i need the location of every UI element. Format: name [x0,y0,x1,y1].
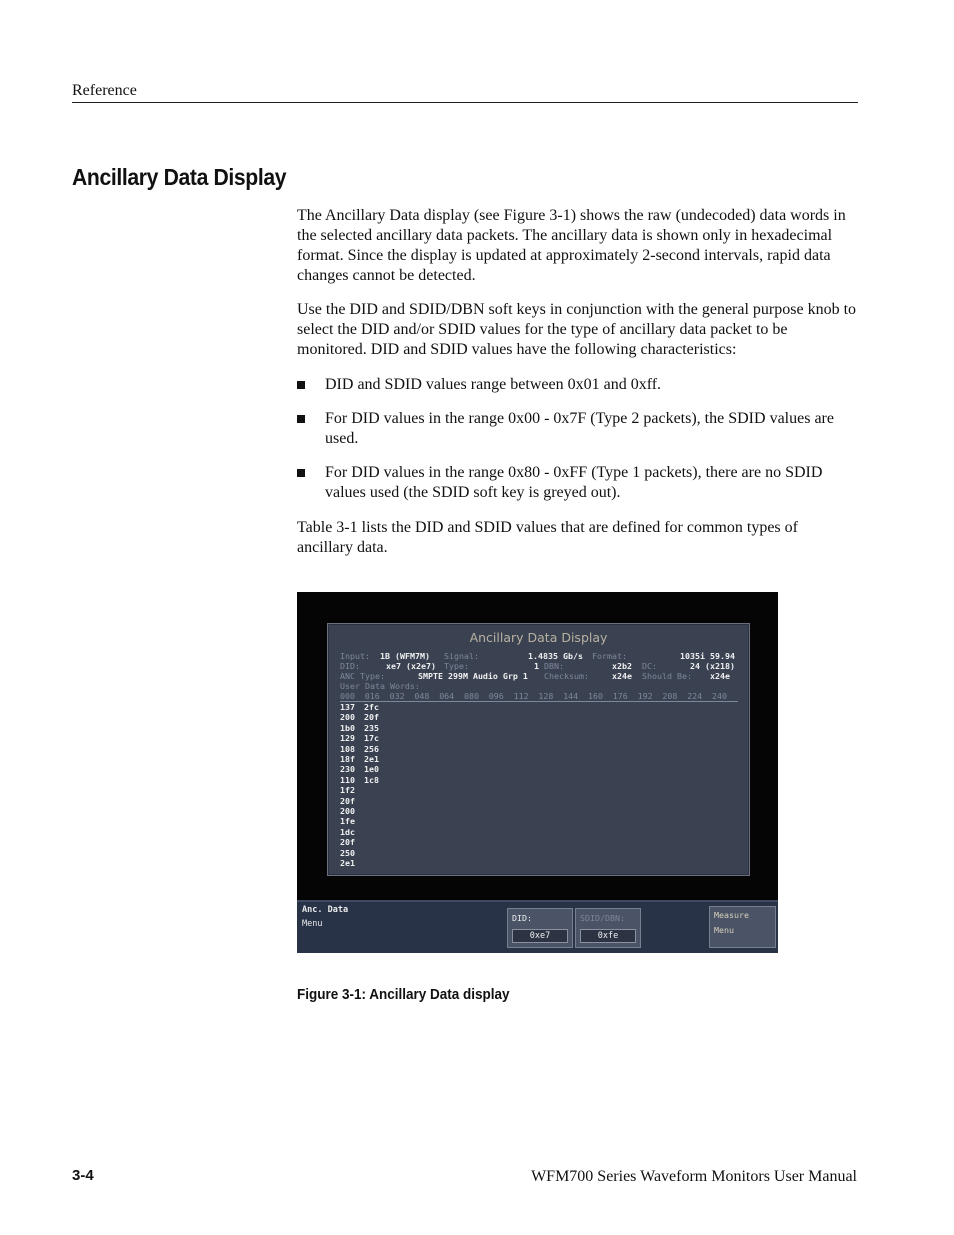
sdid-dbn-soft-key[interactable] [575,908,641,948]
data-word: 1c8 [364,774,379,785]
menu-label: Menu [302,919,323,929]
bullet-item [297,409,857,449]
did-soft-key[interactable] [507,908,573,948]
ruler-tick-label: 080 [464,691,479,701]
ruler-underline [340,701,738,702]
should-be-value: x24e [710,671,730,681]
data-word: 1fe [340,816,355,827]
soft-key-bar [297,900,778,953]
signal-label: Signal: [444,651,479,661]
ruler-tick-label: 224 [687,691,703,701]
checksum-value: x24e [612,671,632,681]
data-word: 1dc [340,826,355,837]
bullet-text: DID and SDID values range between 0x01 and 0xff. [325,376,662,393]
ruler-tick-label: 096 [488,691,504,701]
ruler-tick-label: 240 [712,691,727,701]
dc-value: 24 (x218) [690,661,735,671]
dbn-label: DBN: [544,661,564,671]
manual-title: WFM700 Series Waveform Monitors User Manual [531,1168,857,1185]
measure-menu-key-label: Menu [714,925,734,935]
paragraph-3-text: Table 3-1 lists the DID and SDID values that are defined for common types of ancillary data. [297,519,798,556]
data-word: 17c [364,733,379,744]
screen-title: Ancillary Data Display [469,630,608,645]
format-label: Format: [592,651,627,661]
input-value: 1B (WFM7M) [380,651,430,661]
measure-key-label: Measure [714,910,749,920]
measure-menu-soft-key[interactable] [709,906,776,948]
anc-type-value: SMPTE 299M Audio Grp 1 [418,671,528,681]
ruler-tick-label: 176 [612,691,628,701]
data-word: 250 [340,847,355,858]
bullet-square-icon [297,381,305,389]
ruler-tick-label: 192 [637,691,653,701]
ruler-tick-label: 064 [439,691,455,701]
paragraph-3 [297,518,857,558]
data-word-column-1 [340,702,355,869]
ruler-tick-label: 128 [538,691,554,701]
type-label: Type: [444,661,469,671]
signal-value: 1.4835 Gb/s [528,651,583,661]
data-word: 200 [340,712,355,723]
anc-data-menu-label: Anc. Data [302,905,349,915]
did-value: xe7 (x2e7) [386,661,436,671]
dc-label: DC: [642,661,657,671]
data-word: 18f [340,754,355,765]
should-be-label: Should Be: [642,671,692,681]
user-data-words-label: User Data Words: [340,681,420,691]
ruler-tick-label: 000 [340,691,355,701]
data-word: 110 [340,774,355,785]
data-word-column-2 [364,702,379,785]
data-word: 2e1 [340,858,355,869]
bullet-square-icon [297,415,305,423]
section-heading: Ancillary Data Display [72,164,287,190]
sdid-key-value: 0xfe [580,929,636,943]
format-value: 1035i 59.94 [680,651,735,661]
ancillary-data-screenshot [297,592,778,953]
bullet-square-icon [297,469,305,477]
anc-type-label: ANC Type: [340,671,385,681]
data-word: 256 [364,743,379,754]
data-word: 235 [364,722,379,733]
data-word: 20f [364,712,379,723]
data-word: 108 [340,743,355,754]
header-rule [72,102,858,103]
data-word: 1f2 [340,785,355,796]
bullet-item [297,375,857,395]
bullet-text: For DID values in the range 0x00 - 0x7F (Type 2 packets), the SDID values are used. [325,410,834,447]
data-word: 200 [340,806,355,817]
paragraph-2-text: Use the DID and SDID/DBN soft keys in conjunction with the general purpose knob to select the DID and/or SDID values for the type of ancillary data packet to be monitored. DID and SDID values have the following characteristics: [297,301,857,358]
ruler-tick-label: 160 [588,691,603,701]
data-word: 20f [340,837,355,848]
running-header: Reference [72,82,137,99]
data-word: 1b0 [340,722,355,733]
did-key-value: 0xe7 [512,929,568,943]
sdid-key-label: SDID/DBN: [580,913,625,923]
page-number: 3-4 [72,1167,94,1184]
data-word: 2fc [364,702,379,712]
data-word: 2e1 [364,754,379,765]
data-word: 20f [340,795,355,806]
bullet-text: For DID values in the range 0x80 - 0xFF (Type 1 packets), there are no SDID values used (the SDID soft key is greyed out). [325,464,823,501]
paragraph-1 [297,206,857,286]
data-word: 137 [340,702,355,712]
figure-caption: Figure 3-1: Ancillary Data display [297,986,510,1003]
ruler-tick-label: 032 [389,691,405,701]
input-label: Input: [340,651,370,661]
data-word: 230 [340,764,355,775]
ruler-tick-label: 112 [513,691,529,701]
ruler-tick-label: 016 [364,691,380,701]
ruler-tick-label: 048 [414,691,430,701]
data-word: 129 [340,733,355,744]
data-word: 1e0 [364,764,379,775]
bullet-item [297,463,857,503]
checksum-label: Checksum: [544,671,589,681]
did-key-label: DID: [512,913,532,923]
paragraph-1-text: The Ancillary Data display (see Figure 3-1) shows the raw (undecoded) data words in the selected ancillary data packets. The ancillary data is shown only in hexadecimal format. Since the display is updated at approximately 2-second intervals, rapid data changes cannot be detected. [297,207,846,284]
paragraph-2 [297,300,857,360]
did-label: DID: [340,661,360,671]
ancillary-data-panel [327,623,750,876]
ruler-tick-label: 144 [563,691,579,701]
ruler-tick-label: 208 [662,691,678,701]
dbn-value: x2b2 [612,661,632,671]
type-value: 1 [534,661,539,671]
